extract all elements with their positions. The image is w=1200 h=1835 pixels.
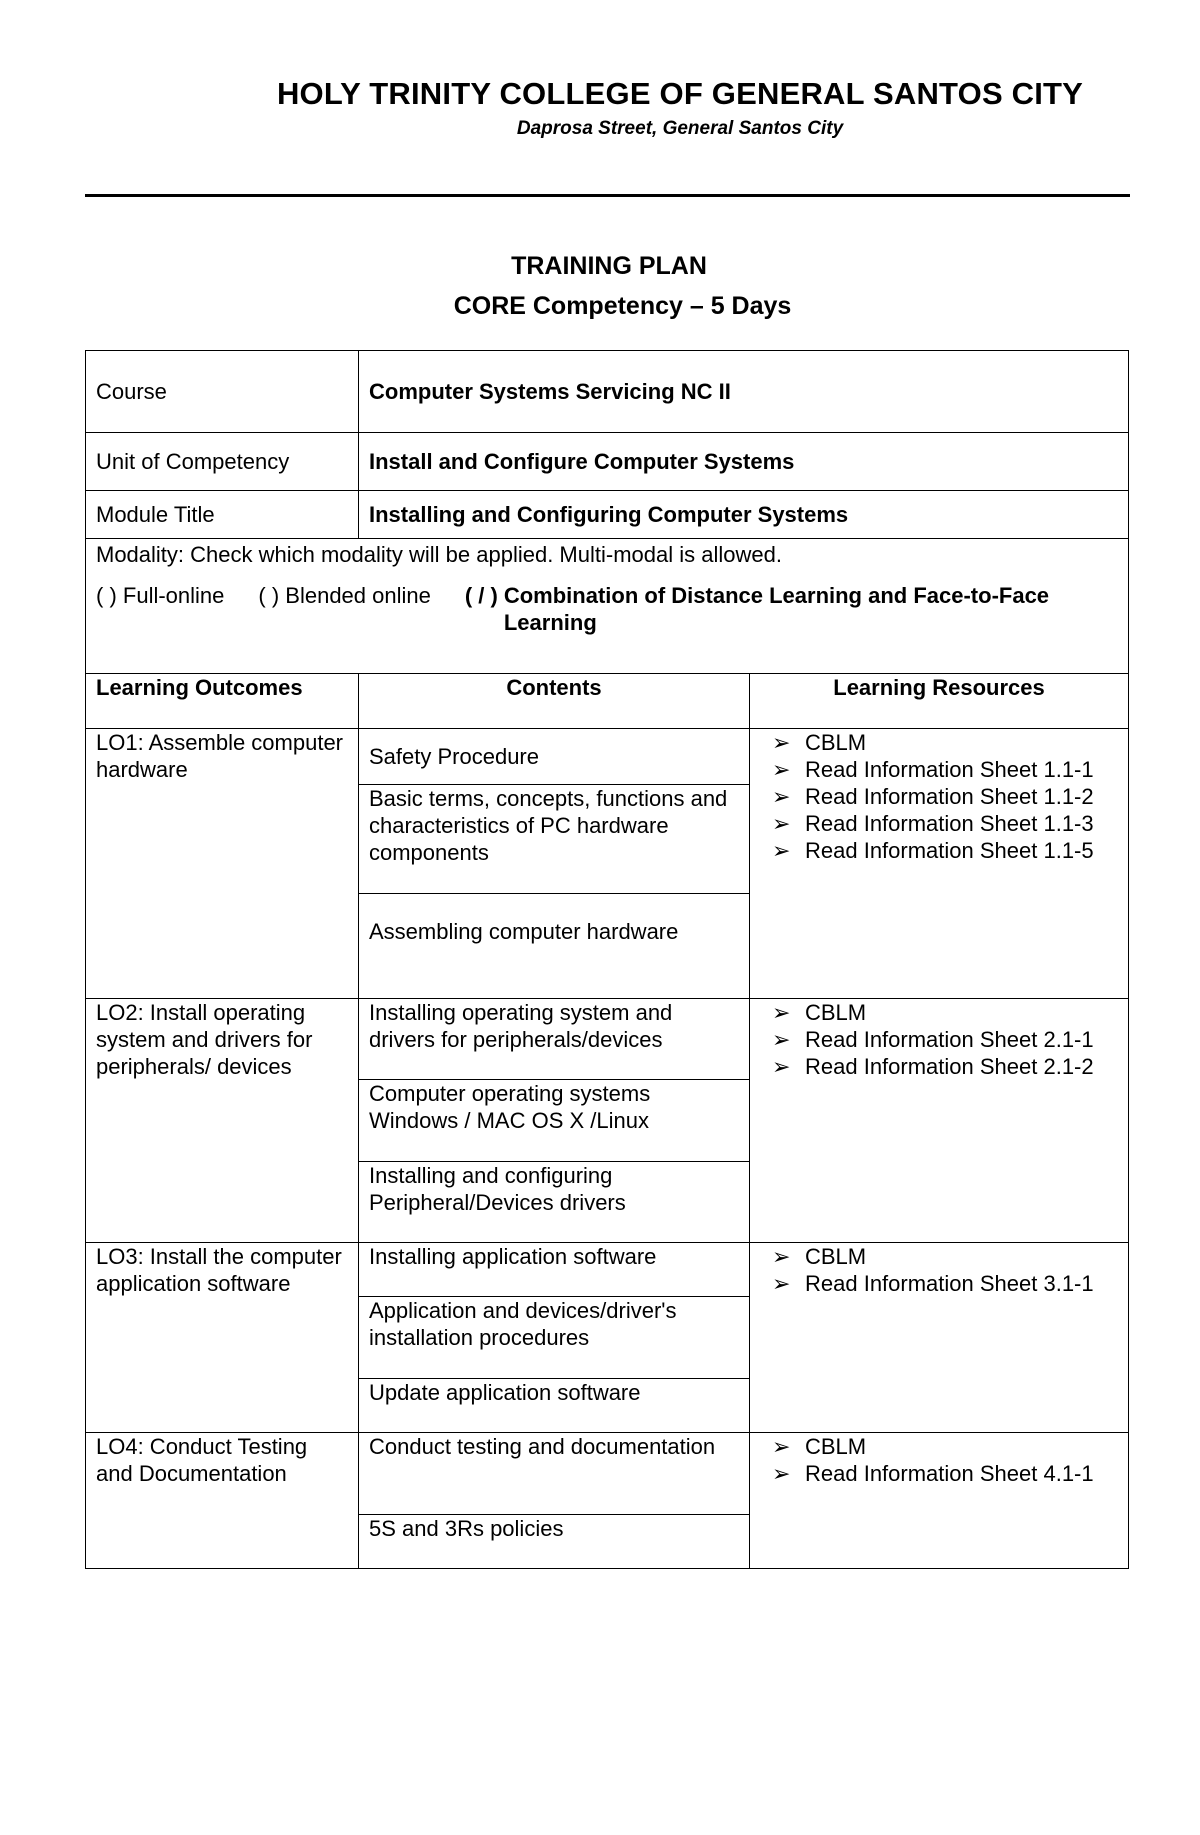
column-header-row — [86, 674, 1129, 729]
modality-row — [86, 539, 1129, 674]
header-divider — [85, 194, 1130, 197]
outcome-row — [86, 729, 1129, 999]
resource-item: ➢ Read Information Sheet 4.1-1 — [772, 1461, 1094, 1486]
training-plan-table — [85, 350, 1129, 1569]
resources-cell — [750, 729, 1129, 999]
content-item: Installing operating system and drivers for peripherals/devices — [359, 999, 749, 1080]
outcome-row — [86, 1243, 1129, 1433]
content-item: 5S and 3Rs policies — [369, 1516, 564, 1541]
resource-item: ➢ CBLM — [772, 1244, 867, 1269]
arrowhead-bullet-icon: ➢ — [772, 838, 791, 863]
resource-item: ➢ Read Information Sheet 1.1-2 — [772, 784, 1094, 809]
modality-option-combination[interactable] — [465, 582, 1118, 636]
content-item: Installing application software — [359, 1243, 749, 1297]
module-row — [86, 491, 1129, 539]
arrowhead-bullet-icon: ➢ — [772, 1271, 791, 1296]
arrowhead-bullet-icon: ➢ — [772, 1244, 791, 1269]
modality-instruction: Modality: Check which modality will be applied. Multi-modal is allowed. — [96, 542, 782, 567]
modality-options — [96, 582, 1118, 636]
arrowhead-bullet-icon: ➢ — [772, 1054, 791, 1079]
content-item: Application and devices/driver's installation procedures — [359, 1297, 749, 1379]
content-item: Update application software — [369, 1380, 641, 1405]
resource-item: ➢ Read Information Sheet 1.1-3 — [772, 811, 1094, 836]
arrowhead-bullet-icon: ➢ — [772, 811, 791, 836]
outcome-label: LO3: Install the computer application software — [86, 1243, 359, 1433]
resource-item: ➢ CBLM — [772, 1434, 867, 1459]
contents-cell — [359, 999, 750, 1243]
content-item: Conduct testing and documentation — [359, 1433, 749, 1515]
outcome-label: LO2: Install operating system and drivers for peripherals/ devices — [86, 999, 359, 1243]
option-label: Combination of Distance Learning and Face-to-Face Learning — [503, 583, 1050, 635]
modality-cell — [86, 539, 1129, 674]
arrowhead-bullet-icon: ➢ — [772, 1000, 791, 1025]
module-label: Module Title — [86, 491, 359, 539]
column-header-contents: Contents — [359, 674, 750, 729]
resource-item: ➢ CBLM — [772, 730, 867, 755]
resource-list — [760, 1243, 1118, 1297]
unit-value: Install and Configure Computer Systems — [359, 433, 1129, 491]
content-item: Computer operating systems Windows / MAC OS X /Linux — [359, 1080, 749, 1162]
content-item: Basic terms, concepts, functions and characteristics of PC hardware components — [359, 785, 749, 894]
checkbox-mark: ( ) — [96, 583, 117, 608]
document-subtitle: CORE Competency – 5 Days — [453, 292, 792, 320]
course-row — [86, 351, 1129, 433]
arrowhead-bullet-icon: ➢ — [772, 1461, 791, 1486]
option-label: Full-online — [122, 583, 225, 608]
outcome-row — [86, 1433, 1129, 1569]
resource-item: ➢ Read Information Sheet 2.1-1 — [772, 1027, 1094, 1052]
resource-item: ➢ Read Information Sheet 3.1-1 — [772, 1271, 1094, 1296]
column-header-outcomes: Learning Outcomes — [86, 674, 359, 729]
arrowhead-bullet-icon: ➢ — [772, 1027, 791, 1052]
arrowhead-bullet-icon: ➢ — [772, 784, 791, 809]
checkbox-mark: ( ) — [258, 583, 280, 608]
resource-item: ➢ Read Information Sheet 1.1-1 — [772, 757, 1094, 782]
module-value: Installing and Configuring Computer Systems — [359, 491, 1129, 539]
column-header-resources: Learning Resources — [750, 674, 1129, 729]
arrowhead-bullet-icon: ➢ — [772, 730, 791, 755]
modality-option-full-online[interactable] — [96, 582, 224, 609]
content-item: Assembling computer hardware — [369, 919, 679, 944]
course-value: Computer Systems Servicing NC II — [359, 351, 1129, 433]
outcome-row — [86, 999, 1129, 1243]
resource-list — [760, 999, 1118, 1080]
content-item: Safety Procedure — [359, 729, 749, 785]
school-address: Daprosa Street, General Santos City — [516, 118, 844, 139]
school-name: HOLY TRINITY COLLEGE OF GENERAL SANTOS CITY — [276, 76, 1084, 111]
option-label: Blended online — [285, 583, 431, 608]
content-item: Installing and configuring Peripheral/Devices drivers — [369, 1163, 626, 1215]
contents-cell — [359, 729, 750, 999]
resource-list — [760, 1433, 1118, 1487]
modality-option-blended-online[interactable] — [258, 582, 430, 609]
unit-label: Unit of Competency — [86, 433, 359, 491]
unit-row — [86, 433, 1129, 491]
contents-cell — [359, 1243, 750, 1433]
resources-cell — [750, 1243, 1129, 1433]
outcome-label: LO1: Assemble computer hardware — [86, 729, 359, 999]
contents-cell — [359, 1433, 750, 1569]
outcome-label: LO4: Conduct Testing and Documentation — [86, 1433, 359, 1569]
resource-item: ➢ CBLM — [772, 1000, 867, 1025]
resources-cell — [750, 1433, 1129, 1569]
resources-cell — [750, 999, 1129, 1243]
resource-list — [760, 729, 1118, 864]
arrowhead-bullet-icon: ➢ — [772, 757, 791, 782]
course-label: Course — [86, 351, 359, 433]
checkbox-mark-checked: ( / ) — [464, 583, 498, 608]
resource-item: ➢ Read Information Sheet 2.1-2 — [772, 1054, 1094, 1079]
arrowhead-bullet-icon: ➢ — [772, 1434, 791, 1459]
document-title: TRAINING PLAN — [511, 252, 707, 280]
resource-item: ➢ Read Information Sheet 1.1-5 — [772, 838, 1094, 863]
